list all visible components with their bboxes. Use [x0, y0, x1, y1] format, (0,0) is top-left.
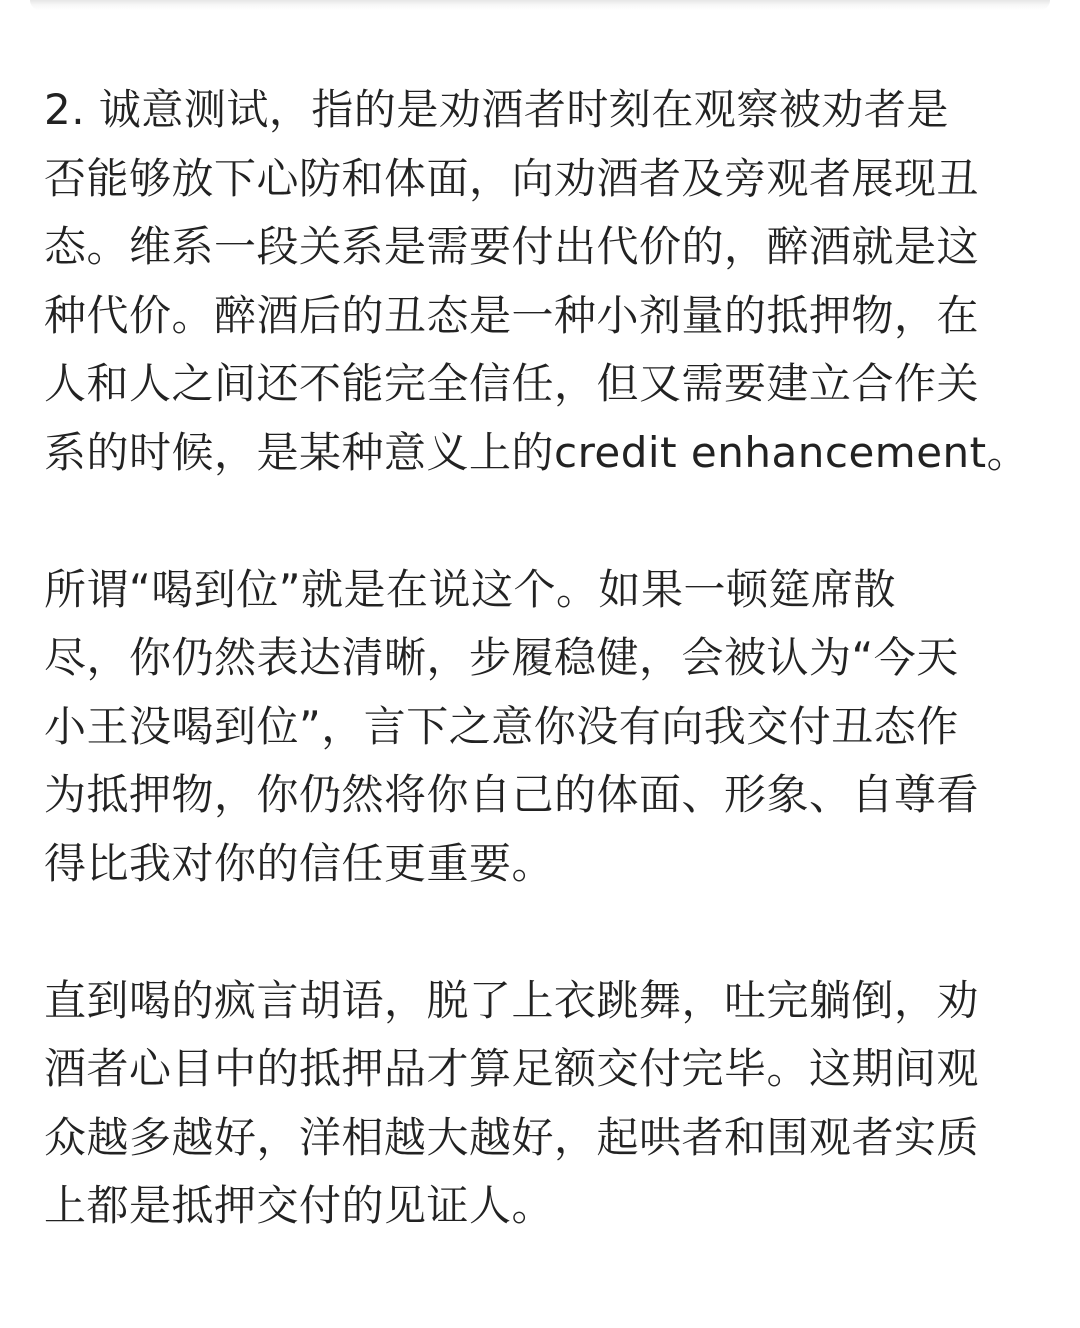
text-line: 态。维系一段关系是需要付出代价的，醉酒就是这	[44, 222, 980, 271]
text-line: 上都是抵押交付的见证人。	[44, 1181, 555, 1230]
text-line: 小王没喝到位”，言下之意你没有向我交付丑态作	[44, 701, 959, 751]
text-line: 得比我对你的信任更重要。	[44, 838, 555, 888]
paragraph-drink-enough	[44, 556, 1036, 899]
top-scroll-shadow	[30, 0, 1050, 10]
text-line: 系的时候，是某种意义上的credit enhancement。	[44, 427, 1030, 477]
text-line: 否能够放下心防和体面，向劝酒者及旁观者展现丑	[44, 153, 980, 203]
text-line: 众越多越好，洋相越大越好，起哄者和围观者实质	[44, 1112, 980, 1162]
text-line: 人和人之间还不能完全信任，但又需要建立合作关	[44, 359, 980, 408]
text-line: 所谓“喝到位”就是在说这个。如果一顿筵席散	[44, 564, 897, 614]
paragraph-sincerity-test	[44, 76, 1036, 487]
paragraph-collateral-delivered	[44, 967, 1036, 1241]
text-line: 为抵押物，你仍然将你自己的体面、形象、自尊看	[44, 770, 980, 819]
text-line: 直到喝的疯言胡语，脱了上衣跳舞，吐完躺倒，劝	[44, 975, 980, 1025]
text-line: 尽，你仍然表达清晰，步履稳健，会被认为“今天	[44, 633, 959, 682]
text-line: 种代价。醉酒后的丑态是一种小剂量的抵押物，在	[44, 290, 980, 340]
text-line: 酒者心目中的抵押品才算足额交付完毕。这期间观	[44, 1044, 980, 1093]
article-body	[44, 76, 1036, 1241]
text-line: 2. 诚意测试，指的是劝酒者时刻在观察被劝者是	[44, 85, 949, 134]
